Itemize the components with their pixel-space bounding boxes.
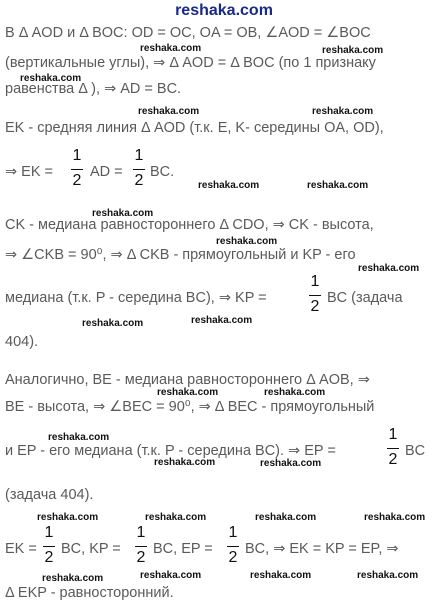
text-line-11: BE - высота, ⇒ ∠BEC = 90⁰, ⇒ Δ BEC - прямоугольный — [5, 399, 375, 415]
text-line-14a: EK = — [5, 541, 37, 557]
text-line-8b: BC (задача — [327, 290, 403, 306]
text-line-4: EK - средняя линия Δ AOD (т.к. E, K- середины OA, OD), — [5, 120, 384, 136]
watermark: reshaka.com — [92, 208, 154, 219]
watermark: reshaka.com — [358, 263, 420, 274]
watermark: reshaka.com — [264, 387, 326, 398]
fraction-numerator: 1 — [388, 426, 398, 443]
watermark: reshaka.com — [82, 318, 144, 329]
text-line-13: (задача 404). — [5, 487, 94, 503]
text-line-1: В Δ AOD и Δ BOC: OD = OC, OA = OB, ∠AOD = ∠BOC — [5, 25, 371, 41]
watermark: reshaka.com — [48, 432, 110, 443]
watermark: reshaka.com — [322, 45, 384, 56]
fraction-bar — [133, 169, 145, 170]
text-line-5c: BC. — [150, 164, 175, 180]
watermark: reshaka.com — [216, 236, 278, 247]
fraction-bar — [135, 546, 147, 547]
watermark: reshaka.com — [357, 570, 419, 581]
text-line-6: CK - медиана равностороннего Δ CDO, ⇒ CK - высота, — [5, 217, 374, 233]
text-line-8a: медиана (т.к. P - середина BC), ⇒ KP = — [5, 290, 267, 306]
watermark: reshaka.com — [140, 43, 202, 54]
fraction-denominator: 2 — [136, 549, 146, 566]
watermark: reshaka.com — [145, 512, 207, 523]
text-line-12b: BC — [405, 443, 426, 459]
text-line-14d: BC, ⇒ EK = KP = EP, ⇒ — [245, 541, 399, 557]
fraction-numerator: 1 — [228, 524, 238, 541]
fraction-numerator: 1 — [44, 524, 54, 541]
fraction-numerator: 1 — [136, 524, 146, 541]
text-line-10: Аналогично, BE - медиана равностороннего Δ AOB, ⇒ — [5, 372, 370, 388]
text-line-7: ⇒ ∠CKB = 90⁰, ⇒ Δ CKB - прямоугольный и KP - его — [5, 247, 356, 263]
watermark: reshaka.com — [20, 73, 82, 84]
text-line-9: 404). — [5, 334, 39, 350]
watermark: reshaka.com — [198, 180, 260, 191]
site-title[interactable]: reshaka.com — [175, 2, 273, 19]
watermark: reshaka.com — [255, 512, 317, 523]
fraction-denominator: 2 — [44, 549, 54, 566]
fraction-denominator: 2 — [310, 298, 320, 315]
text-line-5b: AD = — [90, 164, 123, 180]
fraction-denominator: 2 — [134, 172, 144, 189]
fraction-denominator: 2 — [228, 549, 238, 566]
watermark: reshaka.com — [191, 315, 253, 326]
text-line-14c: BC, EP = — [153, 541, 213, 557]
fraction-numerator: 1 — [134, 147, 144, 164]
fraction-numerator: 1 — [310, 273, 320, 290]
watermark: reshaka.com — [140, 570, 202, 581]
text-line-15: Δ EKP - равносторонний. — [5, 585, 174, 601]
fraction-denominator: 2 — [72, 172, 82, 189]
watermark: reshaka.com — [260, 458, 322, 469]
watermark: reshaka.com — [364, 512, 426, 523]
fraction-bar — [227, 546, 239, 547]
watermark: reshaka.com — [250, 570, 312, 581]
watermark: reshaka.com — [312, 106, 374, 117]
fraction-bar — [309, 295, 321, 296]
text-line-3: равенства Δ ), ⇒ AD = BC. — [5, 81, 182, 97]
fraction-numerator: 1 — [72, 147, 82, 164]
watermark: reshaka.com — [42, 573, 104, 584]
fraction-bar — [43, 546, 55, 547]
text-line-12a: и EP - его медиана (т.к. P - середина BC). ⇒ EP = — [5, 443, 336, 459]
watermark: reshaka.com — [157, 387, 219, 398]
text-line-5a: ⇒ EK = — [5, 164, 54, 180]
text-line-2: (вертикальные углы), ⇒ Δ AOD = Δ BOC (по 1 признаку — [5, 55, 376, 71]
fraction-bar — [71, 169, 83, 170]
watermark: reshaka.com — [138, 106, 200, 117]
text-line-14b: BC, KP = — [61, 541, 121, 557]
watermark: reshaka.com — [37, 512, 99, 523]
fraction-bar — [387, 448, 399, 449]
fraction-denominator: 2 — [388, 451, 398, 468]
watermark: reshaka.com — [154, 457, 216, 468]
watermark: reshaka.com — [307, 180, 369, 191]
